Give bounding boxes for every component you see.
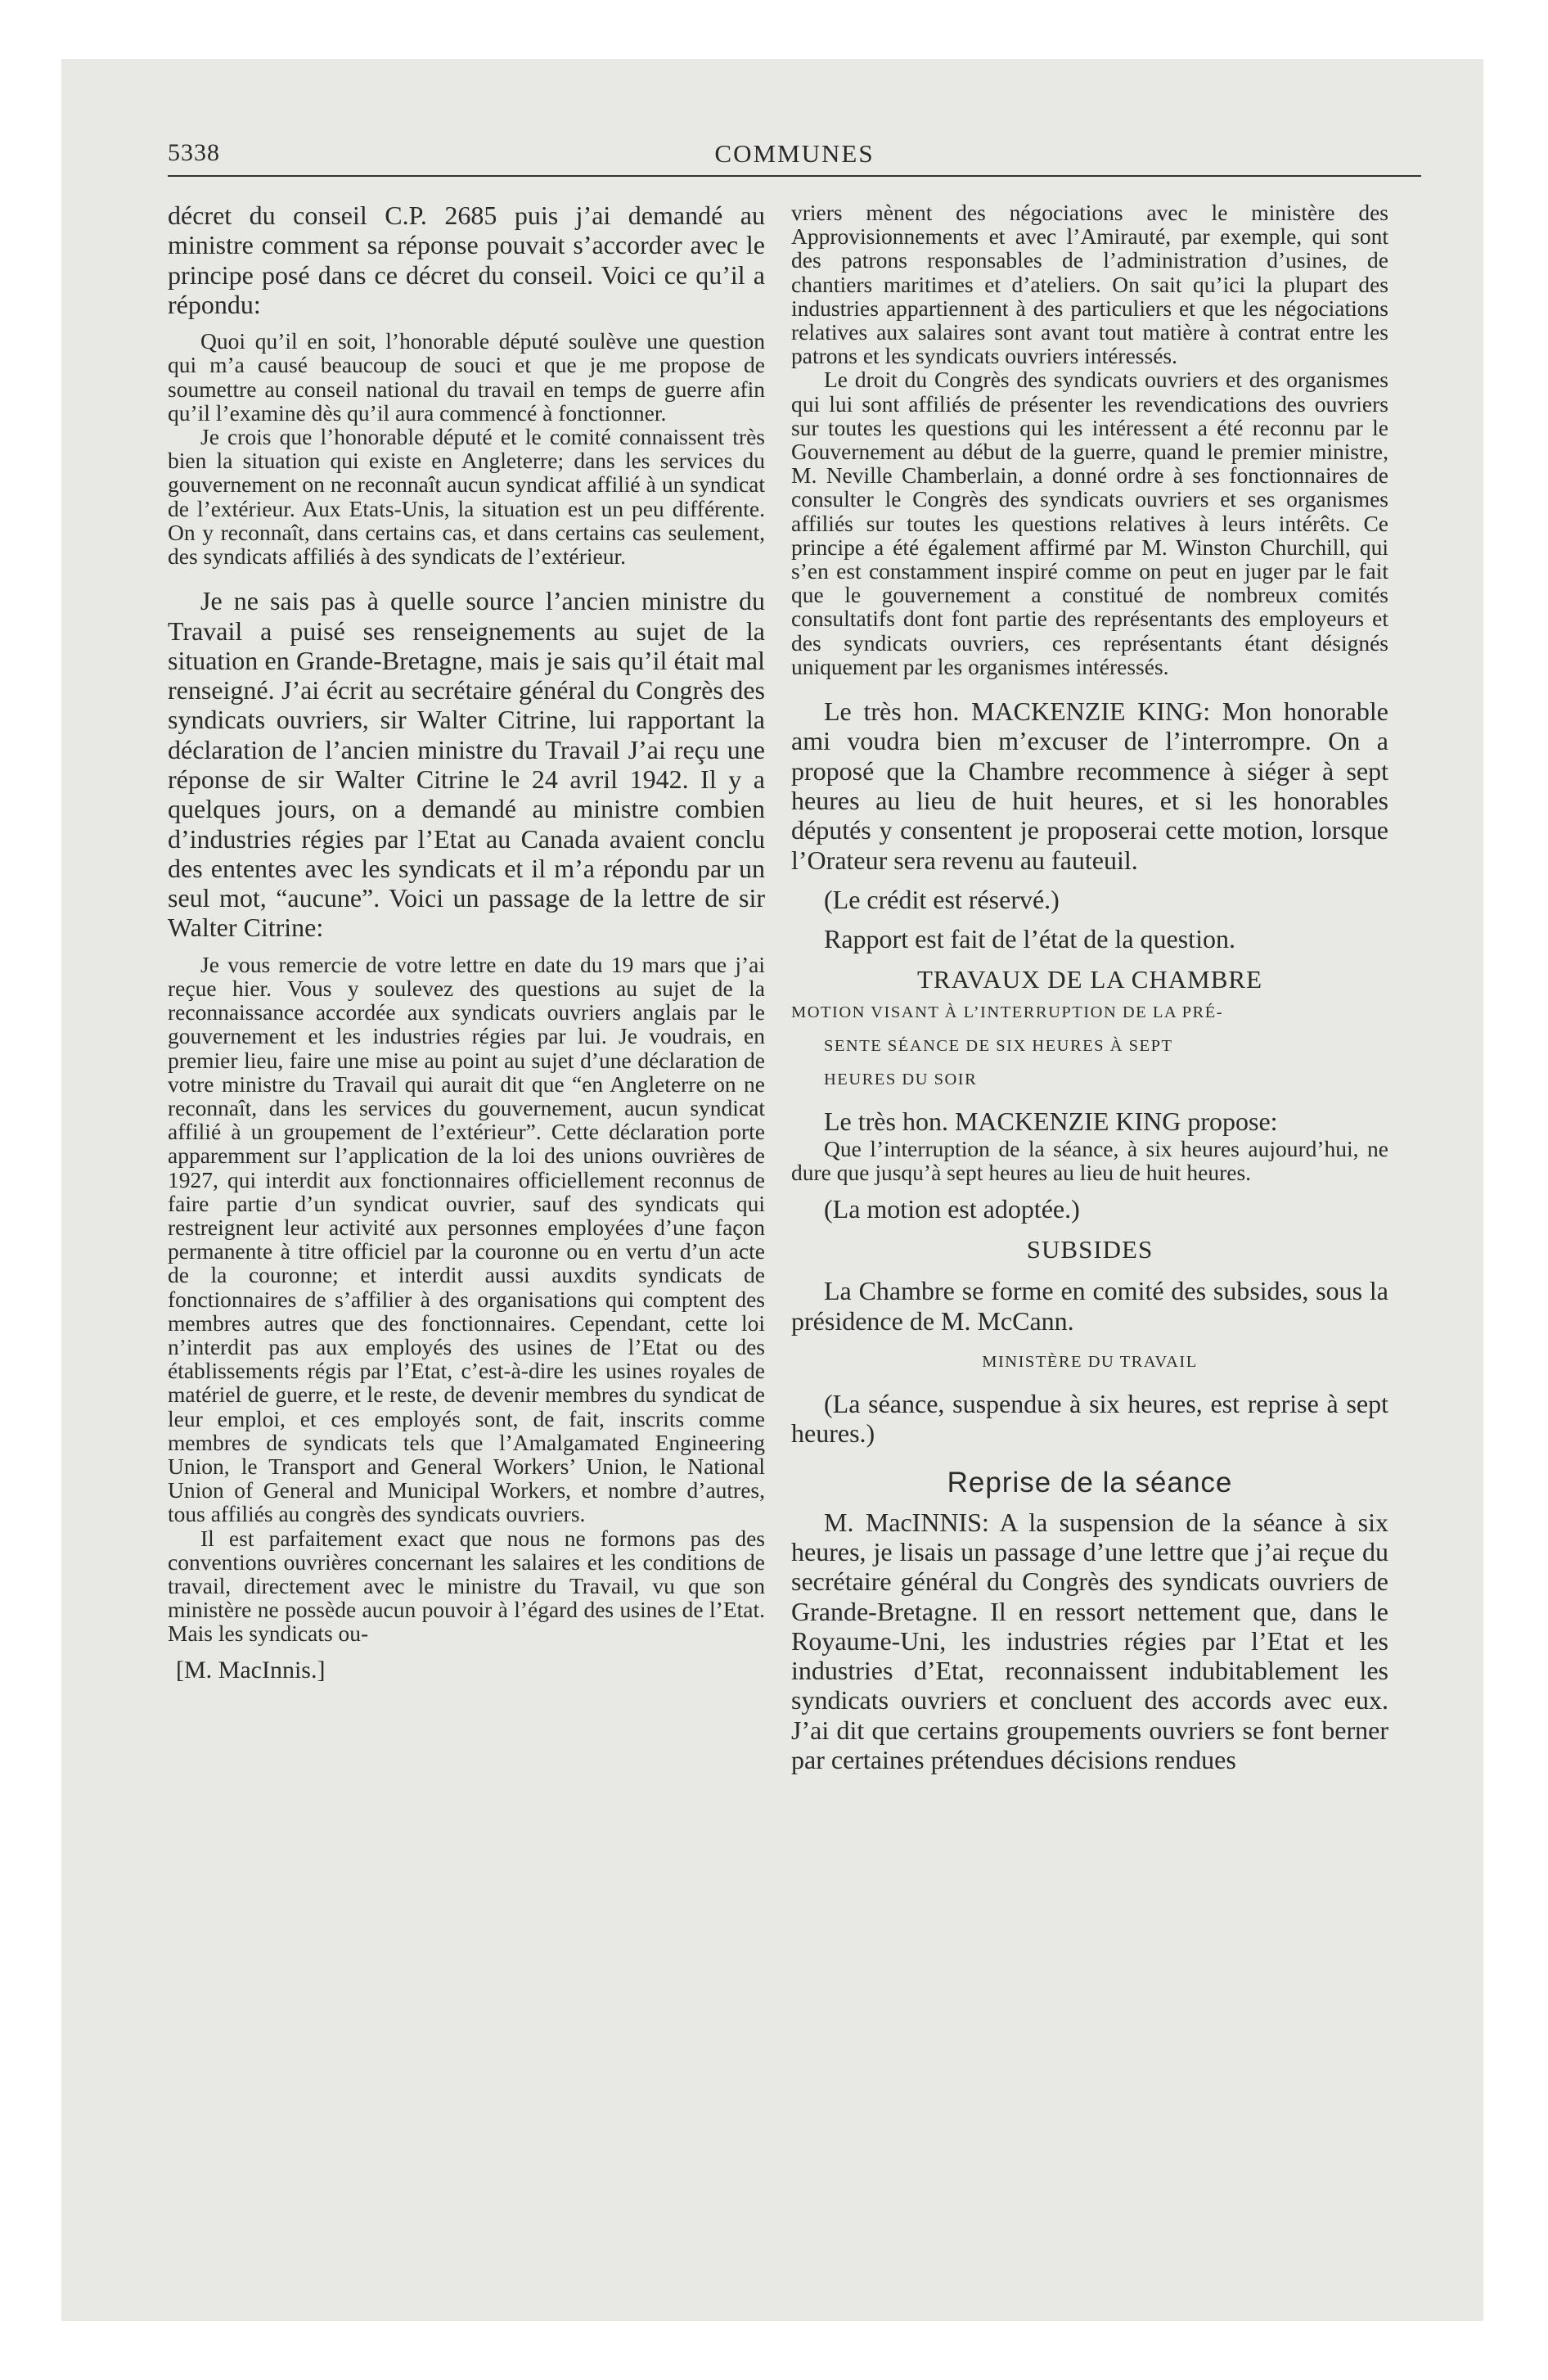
subheading-line: SENTE SÉANCE DE SIX HEURES À SEPT [824,1037,1173,1056]
subheading: MINISTÈRE DU TRAVAIL [982,1353,1198,1372]
subheading-line: MOTION VISANT À L’INTERRUPTION DE LA PRÉ- [791,1003,1224,1022]
paragraph: Le très hon. MACKENZIE KING: Mon honorable ami voudra bien m’excuser de l’interrompre. On a proposé que la Chambre recommence à siéger à sept heures au lieu de huit heures, et si les honorables députés y consentent je proposerai cette motion, lorsque l’Orateur sera revenu au fauteuil. [791,696,1388,875]
paragraph: (La motion est adoptée.) [824,1194,1080,1224]
right-column [791,201,1388,1774]
paragraph: décret du conseil C.P. 2685 puis j’ai demandé au ministre comment sa réponse pouvait s’accorder avec le principe posé dans ce décret du conseil. Voici ce qu’il a répondu: [168,201,765,319]
subheading-block [791,996,1388,1097]
speaker-signature: [M. MacInnis.] [176,1656,326,1684]
paragraph: M. MacINNIS: A la suspension de la séance à six heures, je lisais un passage d’une lettre que j’ai reçue du secrétaire général du Congrès des syndicats ouvriers de Grande-Bretagne. Il en ressort nettement que, dans le Royaume-Uni, les industries régies par l’Etat et les industries d’Etat, reconnaissent indubitablement les syndicats ouvriers et concluent des accords avec eux. J’ai dit que certains groupements ouvriers se font berner par certaines prétendues décisions rendues [791,1507,1388,1774]
paragraph: Le très hon. MACKENZIE KING propose: [824,1107,1278,1137]
quotation: vriers mènent des négociations avec le ministère des Approvisionnements et avec l’Amirauté, par exemple, qui sont des patrons responsables de l’administration d’usines, de chantiers maritimes et d’ateliers. On sait qu’ici la plupart des industries appartiennent à des particuliers et que les négociations relatives aux salaires sont avant tout matière à contrat entre les patrons et les syndicats ouvriers intéressés. [791,200,1388,369]
paragraph: La Chambre se forme en comité des subsides, sous la présidence de M. McCann. [791,1276,1388,1336]
paragraph: Rapport est fait de l’état de la question. [824,924,1235,954]
section-heading: Reprise de la séance [947,1466,1233,1499]
quotation: Quoi qu’il en soit, l’honorable député soulève une question qui m’a causé beaucoup de souci et que je me propose de soumettre au conseil national du travail en temps de guerre afin qu’il l’examine dès qu’il aura commencé à fonctionner. [168,328,765,426]
quotation: Le droit du Congrès des syndicats ouvriers et des organismes qui lui sont affiliés de présenter les revendications des ouvriers sur toutes les questions qui les intéressent a été reconnu par le Gouvernement au début de la guerre, quand le premier ministre, M. Neville Chamberlain, a donné ordre à ses fonctionnaires de consulter le Congrès des syndicats ouvriers et ses organismes affiliés sur toutes les questions relatives à leurs intérêts. Ce principe a été également affirmé par M. Winston Churchill, qui s’en est constamment inspiré comme on peut en juger par le fait que le gouvernement a constitué de nombreux comités consultatifs dont font partie des représentants des employeurs et des syndicats ouvriers, ces représentants étant désignés uniquement par les organismes intéressés. [791,367,1388,679]
section-heading: TRAVAUX DE LA CHAMBRE [916,965,1263,994]
running-head: COMMUNES [714,139,875,168]
subheading-line: HEURES DU SOIR [824,1071,978,1089]
page-number: 5338 [168,139,220,166]
paragraph: (La séance, suspendue à six heures, est reprise à sept heures.) [791,1389,1388,1449]
quotation: Je vous remercie de votre lettre en date du 19 mars que j’ai reçue hier. Vous y soulevez des questions au sujet de la reconnaissance accordée aux syndicats ouvriers anglais par le gouvernement et les industries régies par lui. Je voudrais, en premier lieu, faire une mise au point au sujet d’une déclaration de votre ministre du Travail qui aurait dit que “en Angleterre on ne reconnaît, dans les services du gouvernement, aucun syndicat affilié à un groupement de l’extérieur”. Cette déclaration porte apparemment sur l’application de la loi des unions ouvrières de 1927, qui interdit aux fonctionnaires officiellement reconnus de faire partie d’un syndicat ouvrier, sauf des syndicats qui restreignent leur activité aux personnes employées d’une façon permanente à titre officiel par la couronne ou en vertu d’un acte de la couronne; et interdit aussi auxdits syndicats de fonctionnaires de s’affilier à des organisations qui comptent des membres autres que des fonctionnaires. Cependant, cette loi n’interdit pas aux employés des usines de l’Etat ou des établissements régis par l’Etat, c’est-à-dire les usines royales de matériel de guerre, et le reste, de devenir membres du syndicat de leur emploi, et ces employés sont, de fait, inscrits comme membres de syndicats tels que l’Amalgamated Engineering Union, le Transport and General Workers’ Union, le National Union of General and Municipal Workers, et nombre d’autres, tous affiliés au congrès des syndicats ouvriers. [168,951,765,1527]
page-header [168,137,1421,177]
quotation: Je crois que l’honorable député et le comité connaissent très bien la situation qui existe en Angleterre; dans les services du gouvernement on ne reconnaît aucun syndicat affilié à un syndicat de l’extérieur. Aux Etats-Unis, la situation est un peu différente. On y reconnaît, dans certains cas, et dans certains cas seulement, des syndicats affiliés à des syndicats de l’extérieur. [168,424,765,570]
paragraph: (Le crédit est réservé.) [824,884,1060,914]
paragraph: Je ne sais pas à quelle source l’ancien ministre du Travail a puisé ses renseignements au sujet de la situation en Grande-Bretagne, mais je sais qu’il était mal renseigné. J’ai écrit au secrétaire général du Congrès des syndicats ouvriers, sir Walter Citrine, lui rapportant la déclaration de l’ancien ministre du Travail J’ai reçu une réponse de sir Walter Citrine le 24 avril 1942. Il y a quelques jours, on a demandé au ministre combien d’industries régies par l’Etat au Canada avaient conclu des ententes avec les syndicats et il m’a répondu par un seul mot, “aucune”. Voici un passage de la lettre de sir Walter Citrine: [168,586,765,943]
quotation: Il est parfaitement exact que nous ne formons pas des conventions ouvrières concernant les salaires et les conditions de travail, directement avec le ministre du Travail, vu que son ministère ne possède aucun pouvoir à l’égard des usines de l’Etat. Mais les syndicats ou- [168,1525,765,1647]
section-heading: SUBSIDES [1026,1235,1154,1264]
quotation: Que l’interruption de la séance, à six heures aujourd’hui, ne dure que jusqu’à sept heures au lieu de huit heures. [791,1135,1388,1185]
left-column [168,201,765,1685]
